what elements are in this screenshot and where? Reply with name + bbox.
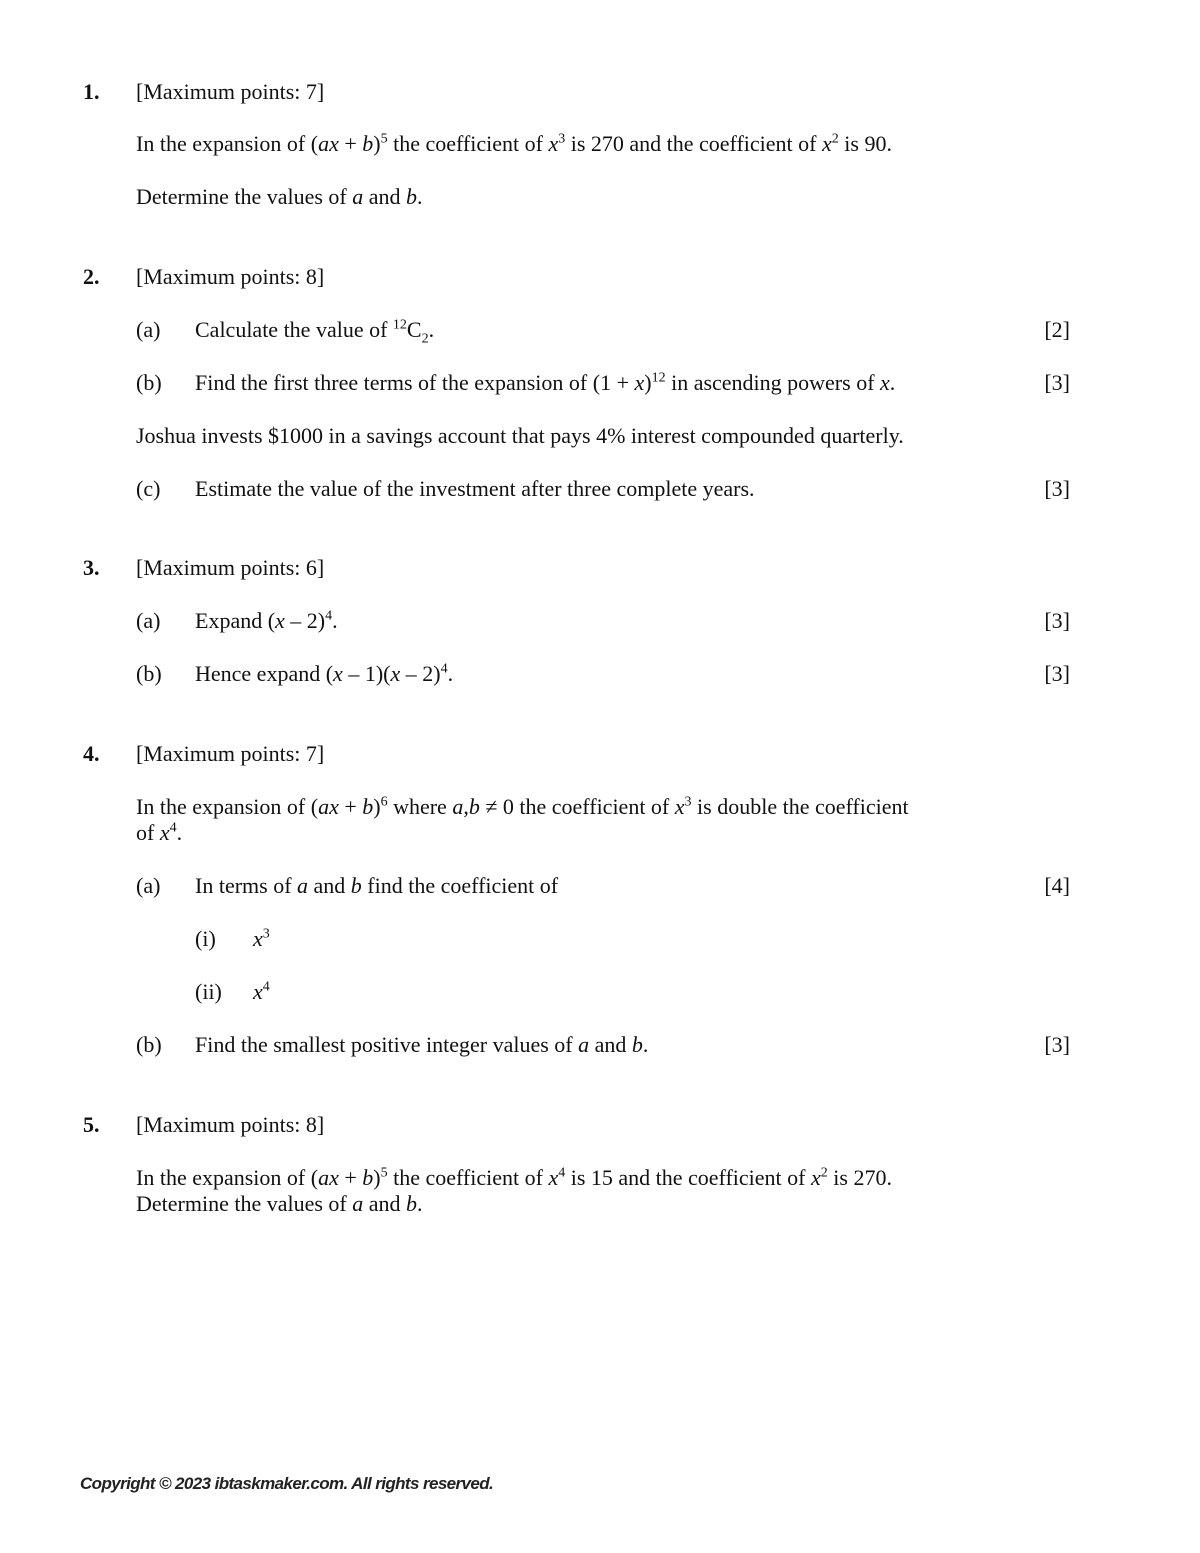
question-1-stem: In the expansion of (ax + b)$^5$ the coefficient of $x^3$ is 270 and the coefficient of $x^2$ is 90. [136, 131, 892, 156]
question-2c-label: (c) [136, 476, 161, 501]
question-1-max-points: [Maximum points: 7] [136, 79, 325, 104]
question-2a-marks: [2] [1044, 317, 1070, 342]
copyright-notice: Copyright © 2023 ibtaskmaker.com. All rights reserved. [80, 1474, 494, 1493]
question-2-number: 2. [83, 264, 100, 289]
question-5-stem-line-1: In the expansion of (ax + b)$^5$ the coefficient of $x^4$ is 15 and the coefficient of $x^2$ is 270. [136, 1165, 892, 1190]
question-3a-label: (a) [136, 608, 161, 633]
question-2b-label: (b) [136, 370, 162, 395]
question-3-max-points: [Maximum points: 6] [136, 555, 325, 580]
question-4-stem-line-2: of $x^4$. [136, 820, 183, 845]
question-4-max-points: [Maximum points: 7] [136, 741, 325, 766]
question-5-stem-line-2: Determine the values of a and b. [136, 1191, 423, 1216]
question-2b-text: Find the first three terms of the expansion of $(1 + x)^{12}$ in ascending powers of x. [195, 370, 896, 395]
question-3b-marks: [3] [1044, 661, 1070, 686]
question-4a-i-label: (i) [195, 926, 216, 951]
question-4b-marks: [3] [1044, 1032, 1070, 1057]
question-2a-text: Calculate the value of $^{12}C_2$. [195, 317, 435, 347]
question-2c-text: Estimate the value of the investment after three complete years. [195, 476, 755, 501]
question-1-instruction: Determine the values of a and b. [136, 184, 423, 209]
question-4a-marks: [4] [1044, 873, 1070, 898]
question-3a-marks: [3] [1044, 608, 1070, 633]
question-5-number: 5. [83, 1112, 100, 1137]
question-4a-ii-label: (ii) [195, 979, 222, 1004]
question-4a-ii-text: $x^4$ [253, 979, 270, 1004]
question-4-stem-line-1: In the expansion of (ax + b)$^6$ where a,b ≠ 0 the coefficient of $x^3$ is double the coefficient [136, 794, 909, 819]
question-2c-marks: [3] [1044, 476, 1070, 501]
question-5-max-points: [Maximum points: 8] [136, 1112, 325, 1137]
question-2a-label: (a) [136, 317, 161, 342]
question-3b-label: (b) [136, 661, 162, 686]
question-4-number: 4. [83, 741, 100, 766]
question-4b-text: Find the smallest positive integer values of a and b. [195, 1032, 649, 1057]
question-4a-i-text: $x^3$ [253, 926, 270, 951]
question-4b-label: (b) [136, 1032, 162, 1057]
question-3-number: 3. [83, 555, 100, 580]
question-4a-text: In terms of a and b find the coefficient of [195, 873, 559, 898]
question-3b-text: Hence expand (x – 1)(x – 2)$^4$. [195, 661, 454, 686]
question-3a-text: Expand (x – 2)$^4$. [195, 608, 338, 633]
question-4a-label: (a) [136, 873, 161, 898]
question-2-max-points: [Maximum points: 8] [136, 264, 325, 289]
question-1-number: 1. [83, 79, 100, 104]
question-2-context: Joshua invests $1000 in a savings account that pays 4% interest compounded quarterly. [136, 423, 904, 448]
question-2b-marks: [3] [1044, 370, 1070, 395]
